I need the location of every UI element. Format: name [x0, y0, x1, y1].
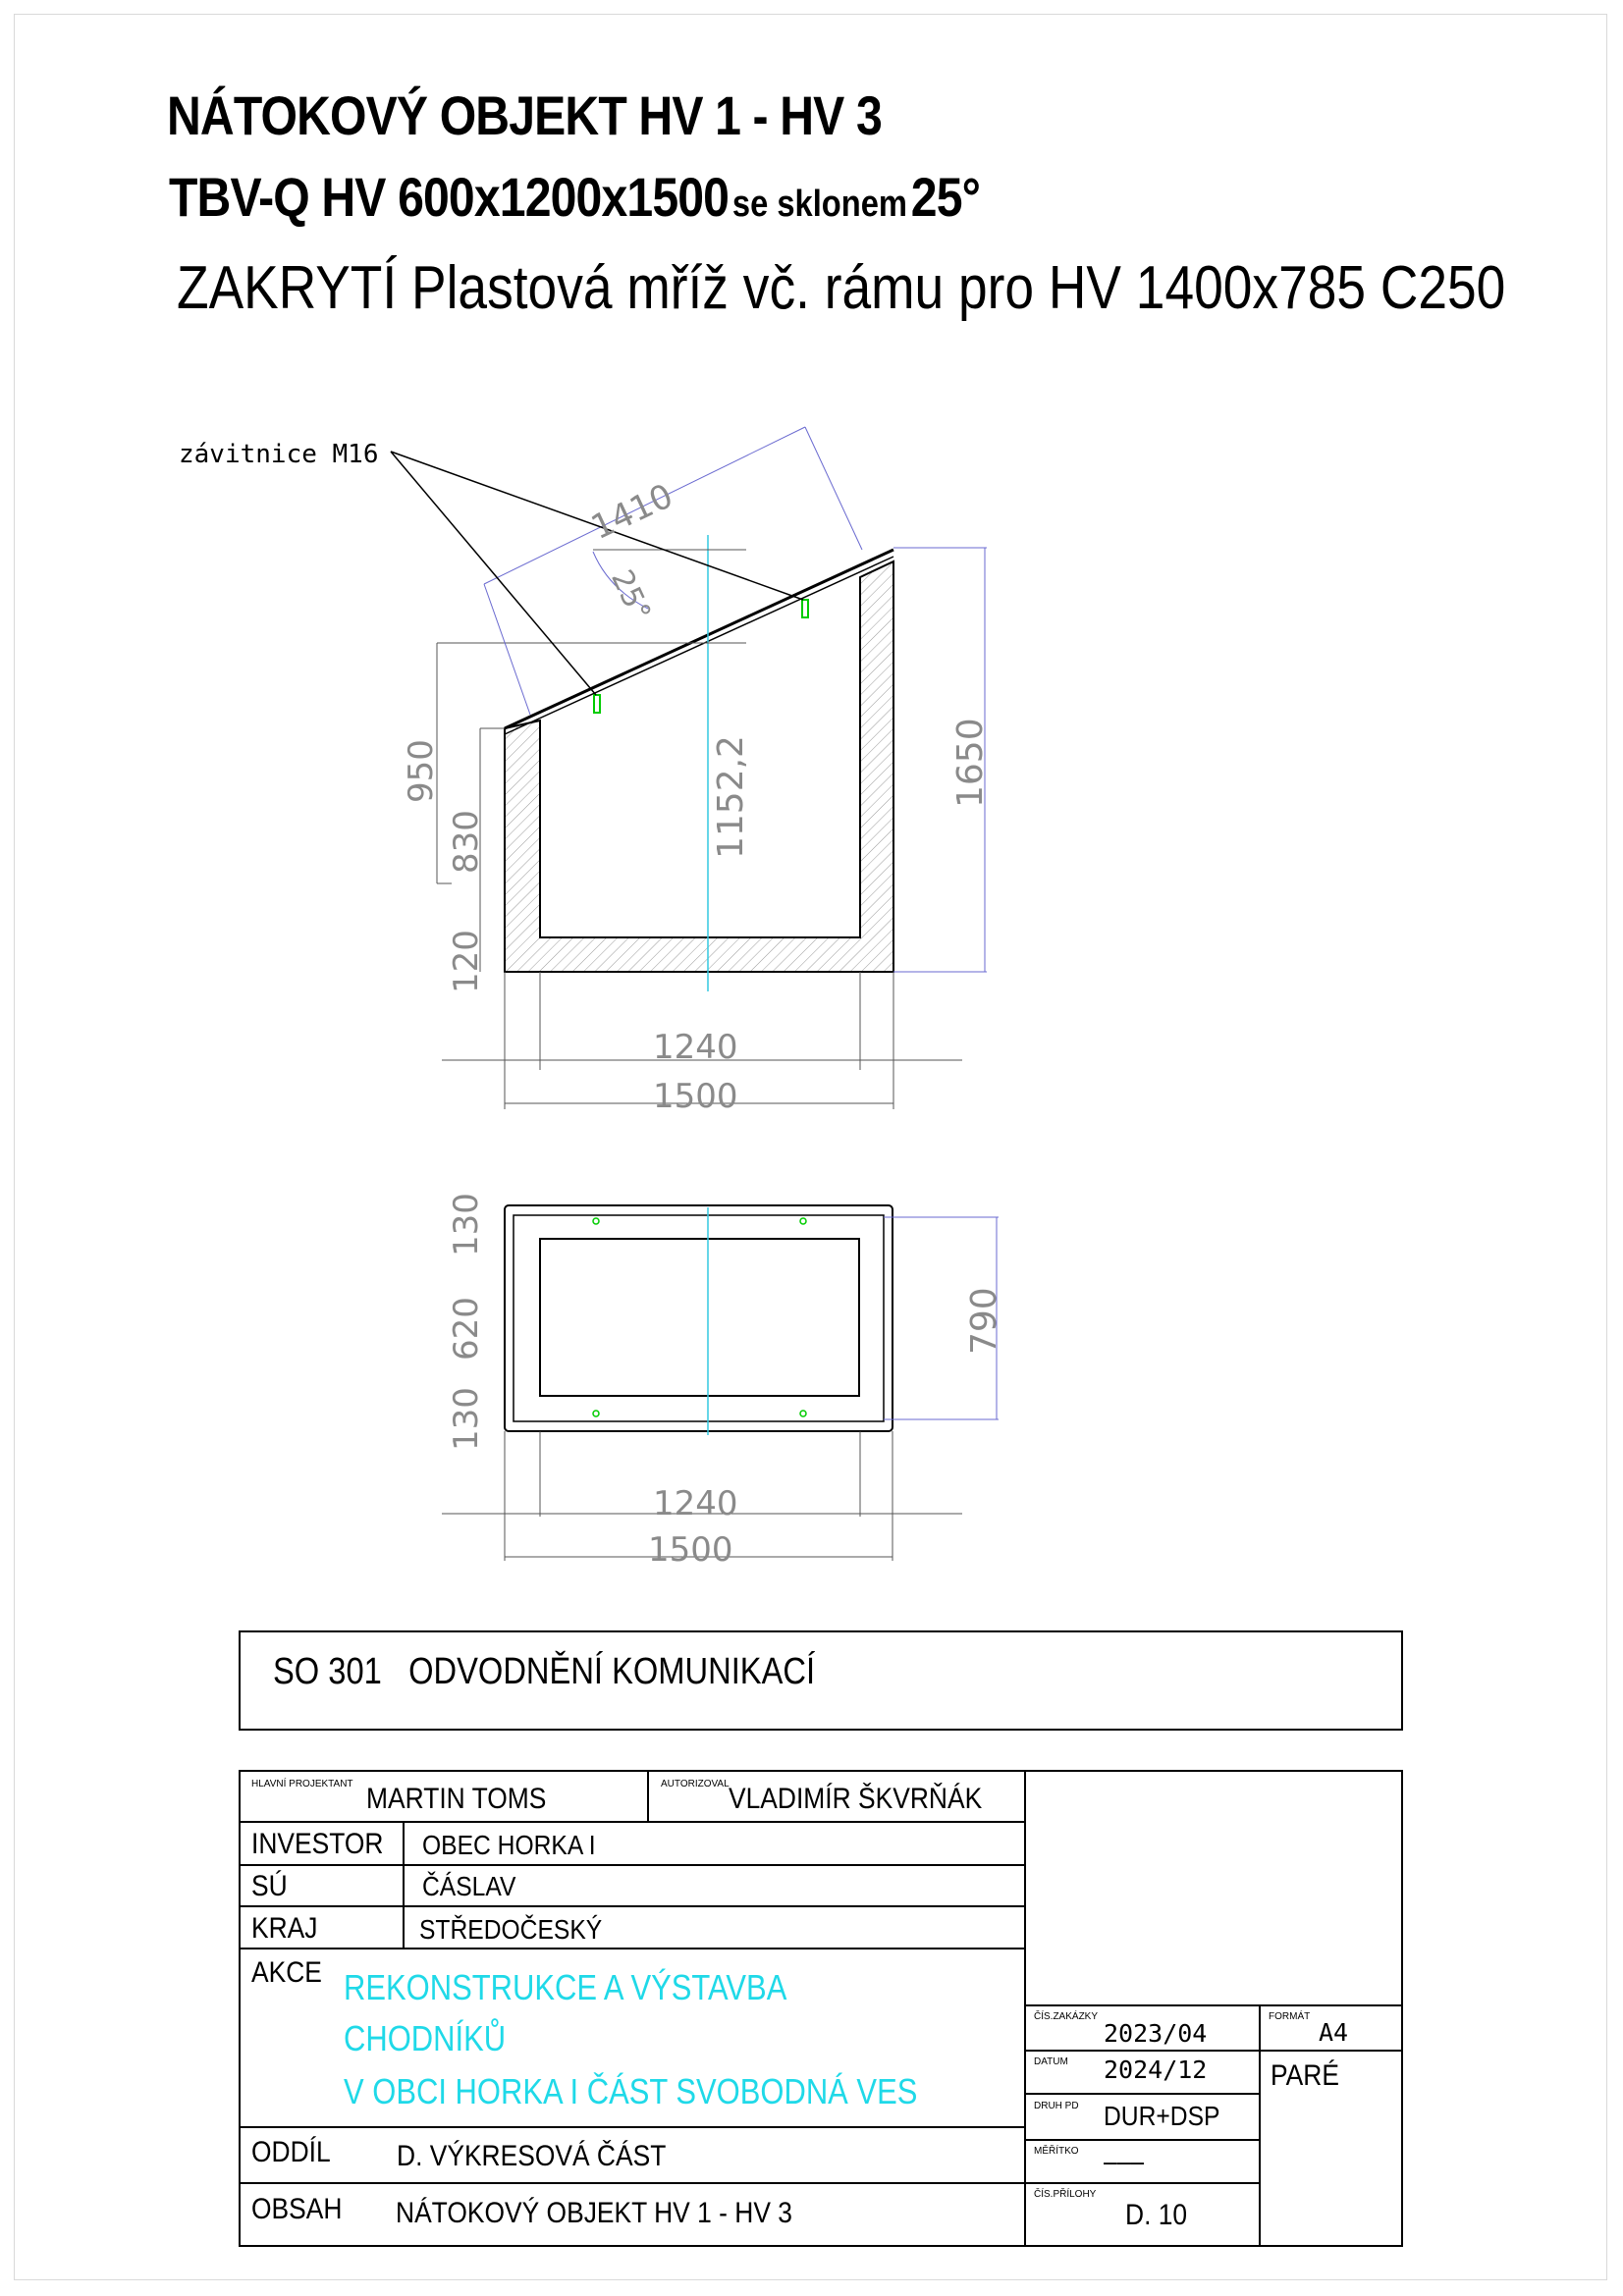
chief-designer-value: MARTIN TOMS [366, 1783, 547, 1815]
dim-angle: 25° [604, 564, 658, 627]
plan-view [442, 1193, 1004, 1570]
priloha-label: ČÍS.PŘÍLOHY [1034, 2189, 1097, 2200]
plan-dim-depth: 790 [964, 1287, 1004, 1355]
obsah-label: OBSAH [251, 2193, 343, 2225]
druh-label: DRUH PD [1034, 2101, 1079, 2111]
kraj-value: STŘEDOČESKÝ [419, 1914, 603, 1945]
dim-inner-width: 1240 [653, 1028, 738, 1067]
oddil-value: D. VÝKRESOVÁ ČÁST [397, 2140, 667, 2172]
dim-slope-ext-left [484, 584, 530, 715]
su-value: ČÁSLAV [422, 1871, 516, 1901]
plan-anchor-tr [800, 1218, 806, 1224]
priloha-value: D. 10 [1125, 2199, 1188, 2231]
zakazka-label: ČÍS.ZAKÁZKY [1034, 2011, 1099, 2022]
dim-right-height: 1650 [950, 718, 991, 808]
datum-label: DATUM [1034, 2056, 1068, 2067]
dim-outer-width: 1500 [653, 1077, 738, 1116]
dim-center-height: 1152,2 [711, 735, 751, 859]
meritko-value: ––– [1104, 2146, 1145, 2176]
authorized-label: AUTORIZOVAL [661, 1779, 730, 1789]
datum-value: 2024/12 [1104, 2056, 1208, 2084]
callout-label: závitnice M16 [179, 440, 379, 469]
plan-anchor-br [800, 1411, 806, 1416]
section-view [179, 427, 991, 1116]
plan-anchor-bl [593, 1411, 599, 1416]
plan-dim-inner-depth: 620 [447, 1297, 486, 1361]
dim-left-outer: 950 [402, 739, 441, 803]
investor-label: INVESTOR [251, 1828, 384, 1860]
section-concrete-walls [505, 561, 893, 972]
kraj-label: KRAJ [251, 1912, 318, 1945]
plan-dim-outer-width: 1500 [648, 1530, 733, 1570]
threaded-rod-left [594, 695, 600, 713]
dim-slope-length: 1410 [585, 476, 679, 549]
chief-designer-label: HLAVNÍ PROJEKTANT [251, 1779, 353, 1789]
plan-dim-bottom-wall: 130 [447, 1387, 486, 1451]
oddil-label: ODDÍL [251, 2136, 331, 2168]
plan-inner-opening [540, 1239, 859, 1396]
section-grate-lower [505, 557, 893, 734]
pare-value: PARÉ [1271, 2059, 1339, 2092]
section-grate [505, 550, 893, 728]
format-label: FORMÁT [1269, 2011, 1311, 2022]
akce-line-1: REKONSTRUKCE A VÝSTAVBA [344, 1967, 787, 2007]
meritko-label: MĚŘÍTKO [1034, 2146, 1079, 2157]
format-value: A4 [1319, 2018, 1349, 2047]
title-line-1: NÁTOKOVÝ OBJEKT HV 1 - HV 3 [167, 84, 882, 146]
title-line-3: ZAKRYTÍ Plastová mříž vč. rámu pro HV 1400x785 C250 [177, 254, 1506, 322]
obsah-value: NÁTOKOVÝ OBJEKT HV 1 - HV 3 [396, 2197, 792, 2229]
project-box-text [273, 1651, 815, 1693]
authorized-value: VLADIMÍR ŠKVRŇÁK [729, 1783, 983, 1815]
druh-value: DUR+DSP [1104, 2101, 1220, 2131]
plan-anchor-tl [593, 1218, 599, 1224]
project-code: SO 301 [273, 1651, 382, 1692]
dim-slope-ext-right [805, 427, 862, 550]
akce-line-3: V OBCI HORKA I ČÁST SVOBODNÁ VES [344, 2071, 918, 2111]
project-name: ODVODNĚNÍ KOMUNIKACÍ [408, 1651, 816, 1692]
investor-value: OBEC HORKA I [422, 1830, 596, 1860]
title-slope-text: se sklonem [731, 184, 907, 225]
plan-dim-inner-width: 1240 [653, 1484, 738, 1523]
akce-line-2: CHODNÍKŮ [344, 2018, 507, 2058]
akce-label: AKCE [251, 1956, 322, 1989]
threaded-rod-right [802, 600, 808, 617]
plan-dim-top-wall: 130 [447, 1193, 486, 1256]
zakazka-value: 2023/04 [1104, 2019, 1208, 2048]
title-block-grid [240, 1771, 1402, 2246]
title-slope-angle: 25° [910, 166, 981, 228]
dim-left-inner: 830 [447, 810, 486, 874]
plan-frame-outline [514, 1215, 884, 1421]
title-product: TBV-Q HV 600x1200x1500 [169, 166, 730, 228]
dim-bottom-wall: 120 [447, 930, 486, 993]
su-label: SÚ [251, 1870, 288, 1902]
